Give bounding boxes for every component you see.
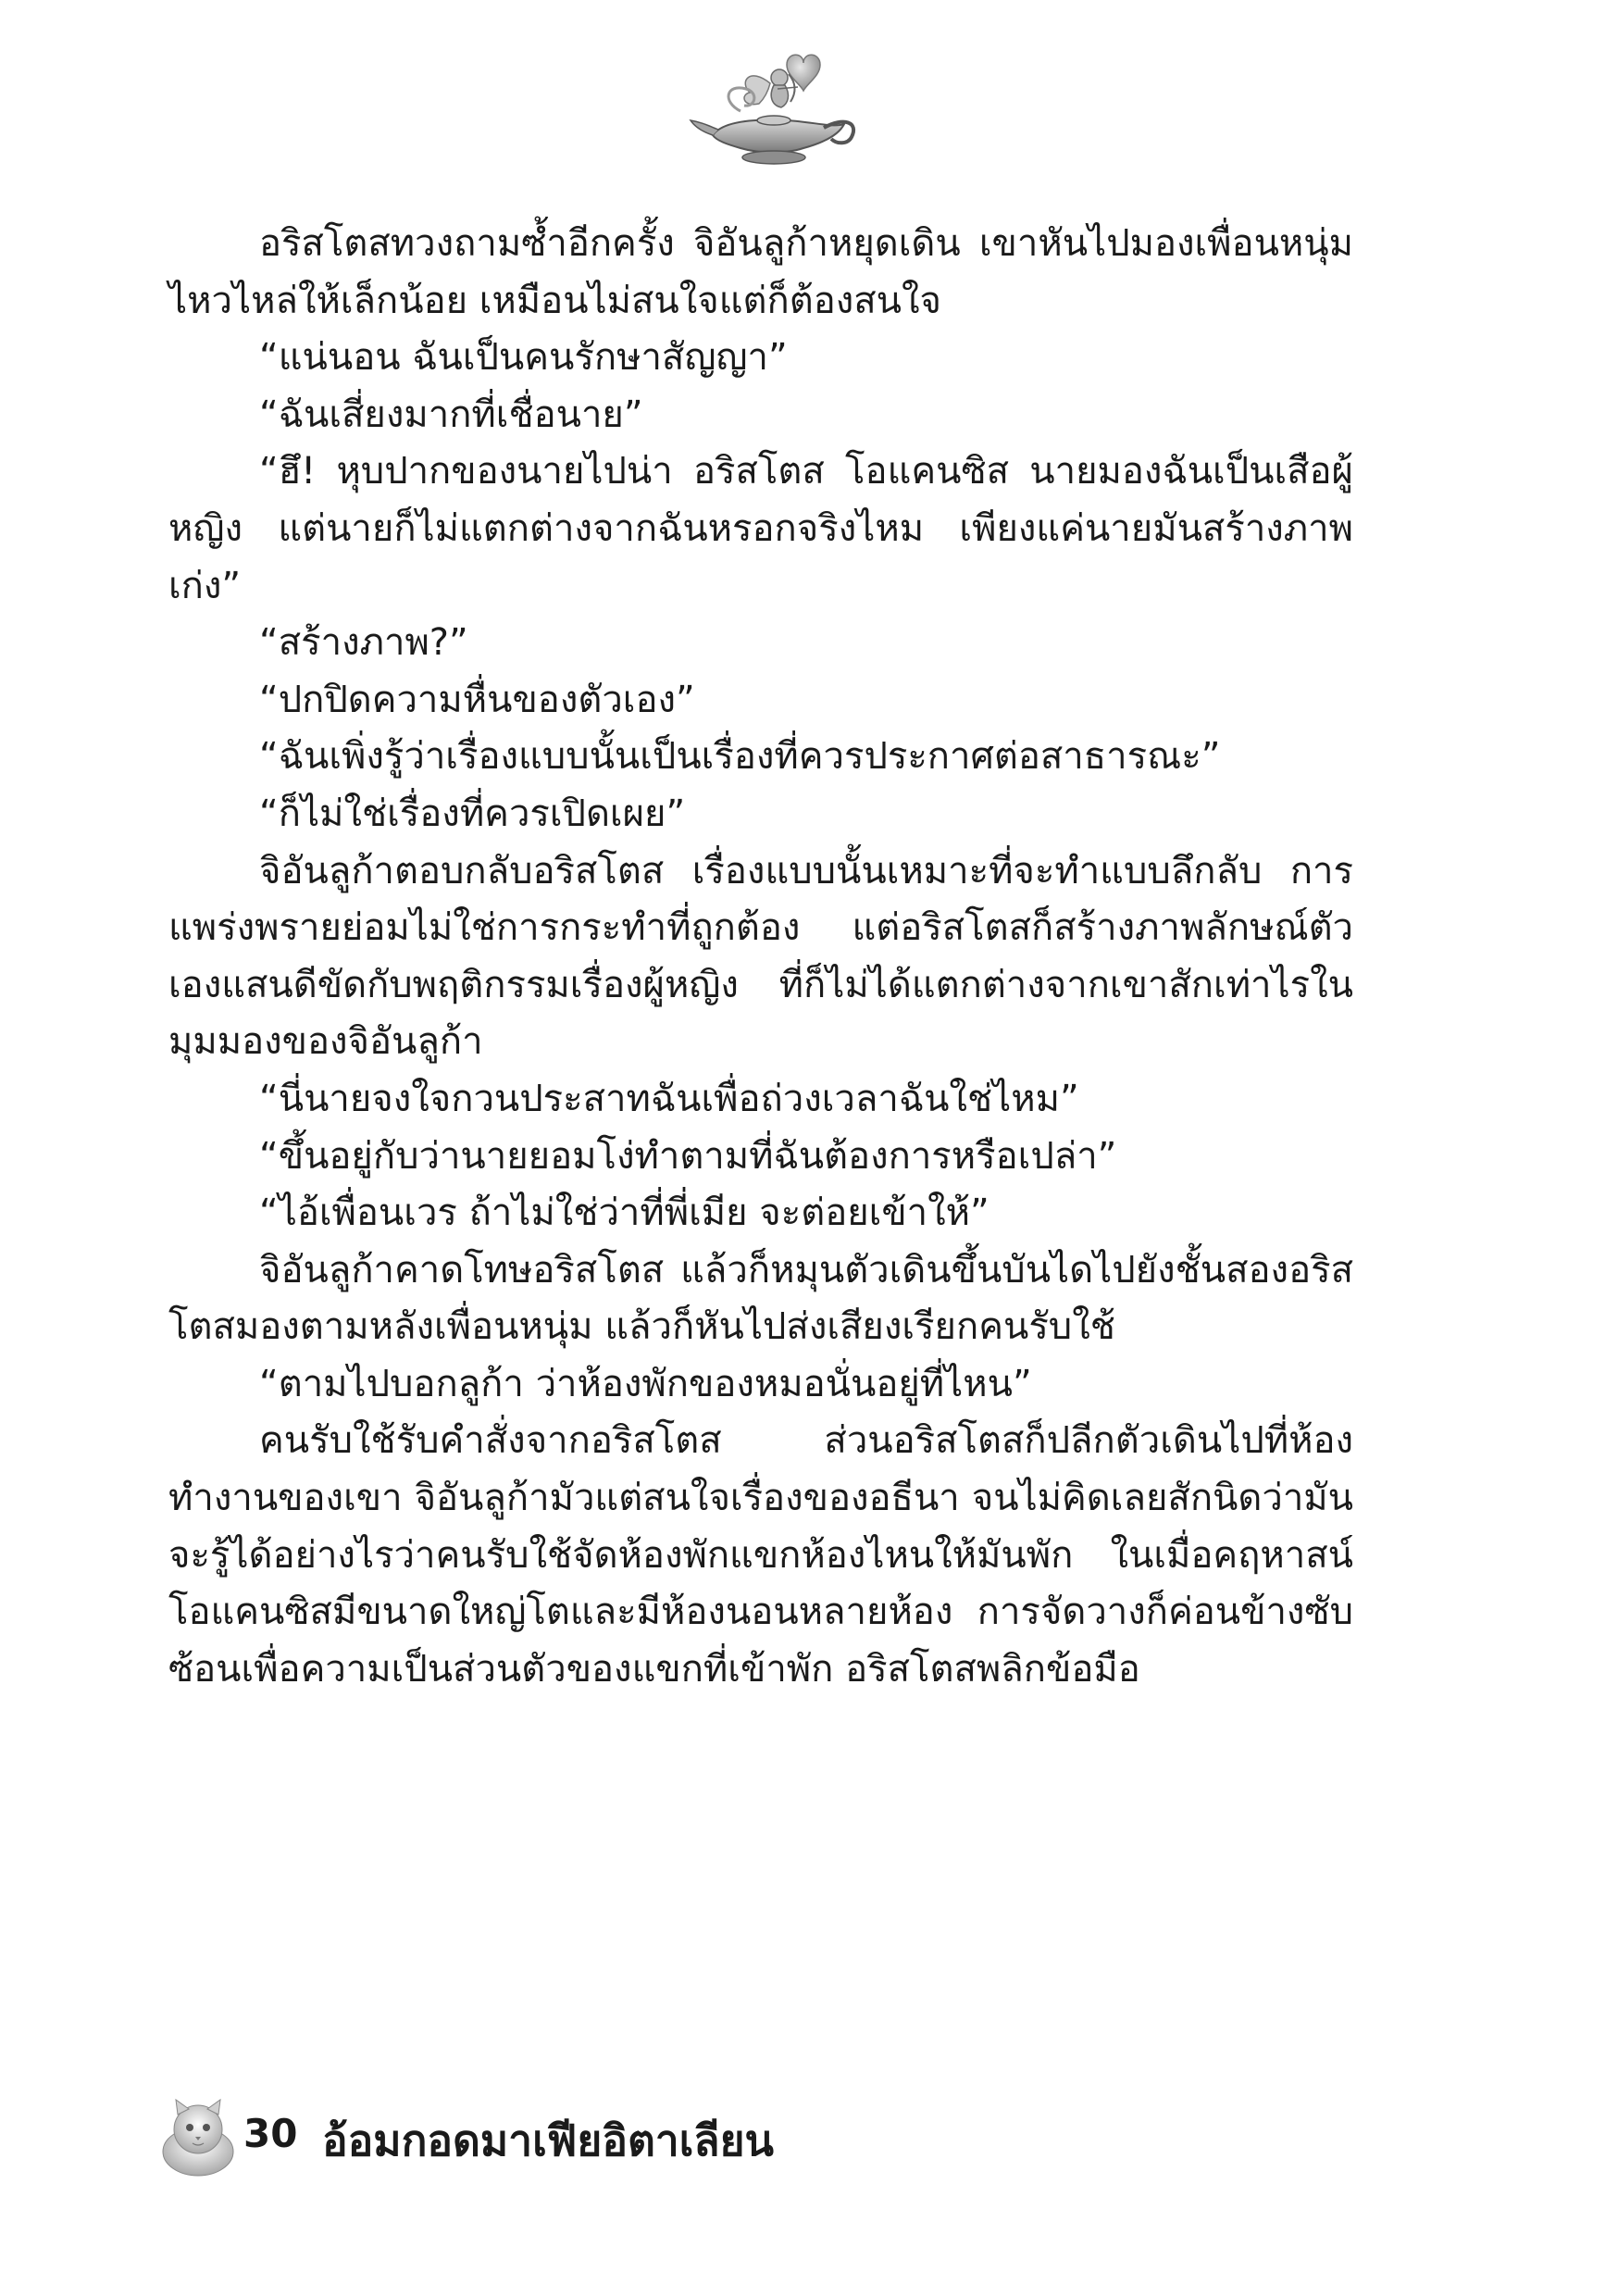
paragraph: จิอันลูก้าตอบกลับอริสโตส เรื่องแบบนั้นเหมาะที่จะทำแบบลึกลับ การแพร่งพรายย่อมไม่ใช่การกระทำที่ถูกต้อง แต่อริสโตสก็สร้างภาพลักษณ์ตัวเองแสนดีขัดกับพฤติกรรมเรื่องผู้หญิง ที่ก็ไม่ได้แตกต่างจากเขาสักเท่าไรในมุมมองของจิอันลูก้า <box>168 849 1353 1064</box>
cupid-lamp-icon <box>685 46 870 176</box>
paragraph: จิอันลูก้าคาดโทษอริสโตส แล้วก็หมุนตัวเดินขึ้นบันไดไปยังชั้นสองอริสโตสมองตามหลังเพื่อนหนุ่ม แล้วก็หันไปส่งเสียงเรียกคนรับใช้ <box>168 1248 1353 1349</box>
book-title: อ้อมกอดมาเฟียอิตาเลียน <box>322 2115 774 2165</box>
paragraph: “ขึ้นอยู่กับว่านายยอมโง่ทำตามที่ฉันต้องการหรือเปล่า” <box>259 1134 1117 1178</box>
paragraph: “ฉันเพิ่งรู้ว่าเรื่องแบบนั้นเป็นเรื่องที่ควรประกาศต่อสาธารณะ” <box>259 735 1221 779</box>
paragraph: “ฮึ! หุบปากของนายไปน่า อริสโตส โอแคนซิส นายมองฉันเป็นเสือผู้หญิง แต่นายก็ไม่แตกต่างจากฉันหรอกจริงไหม เพียงแค่นายมันสร้างภาพเก่ง” <box>168 450 1353 607</box>
paragraph: “ฉันเสี่ยงมากที่เชื่อนาย” <box>259 393 643 436</box>
page-number: 30 <box>243 2111 298 2156</box>
paragraph: “นี่นายจงใจกวนประสาทฉันเพื่อถ่วงเวลาฉันใช่ไหม” <box>259 1077 1079 1120</box>
paragraph: “ก็ไม่ใช่เรื่องที่ควรเปิดเผย” <box>259 792 686 835</box>
body-text <box>168 216 1353 1698</box>
paragraph: “ไอ้เพื่อนเวร ถ้าไม่ใช่ว่าที่พี่เมีย จะต่อยเข้าให้” <box>259 1192 989 1235</box>
persian-cat-icon <box>156 2094 241 2179</box>
paragraph: “แน่นอน ฉันเป็นคนรักษาสัญญา” <box>259 336 788 380</box>
paragraph: “สร้างภาพ?” <box>259 621 468 665</box>
paragraph: อริสโตสทวงถามซ้ำอีกครั้ง จิอันลูก้าหยุดเดิน เขาหันไปมองเพื่อนหนุ่ม ไหวไหล่ให้เล็กน้อย เหมือนไม่สนใจแต่ก็ต้องสนใจ <box>168 222 1353 322</box>
page-footer <box>156 2094 1081 2177</box>
paragraph: “ปกปิดความหื่นของตัวเอง” <box>259 678 695 721</box>
paragraph: คนรับใช้รับคำสั่งจากอริสโตส ส่วนอริสโตสก็ปลีกตัวเดินไปที่ห้องทำงานของเขา จิอันลูก้ามัวแต่สนใจเรื่องของอธีนา จนไม่คิดเลยสักนิดว่ามันจะรู้ได้อย่างไรว่าคนรับใช้จัดห้องพักแขกห้องไหนให้มันพัก ในเมื่อคฤหาสน์โอแคนซิสมีขนาดใหญ่โตและมีห้องนอนหลายห้อง การจัดวางก็ค่อนข้างซับซ้อนเพื่อความเป็นส่วนตัวของแขกที่เข้าพัก อริสโตสพลิกข้อมือ <box>168 1419 1353 1691</box>
paragraph: “ตามไปบอกลูก้า ว่าห้องพักของหมอนั่นอยู่ที่ไหน” <box>259 1362 1032 1405</box>
